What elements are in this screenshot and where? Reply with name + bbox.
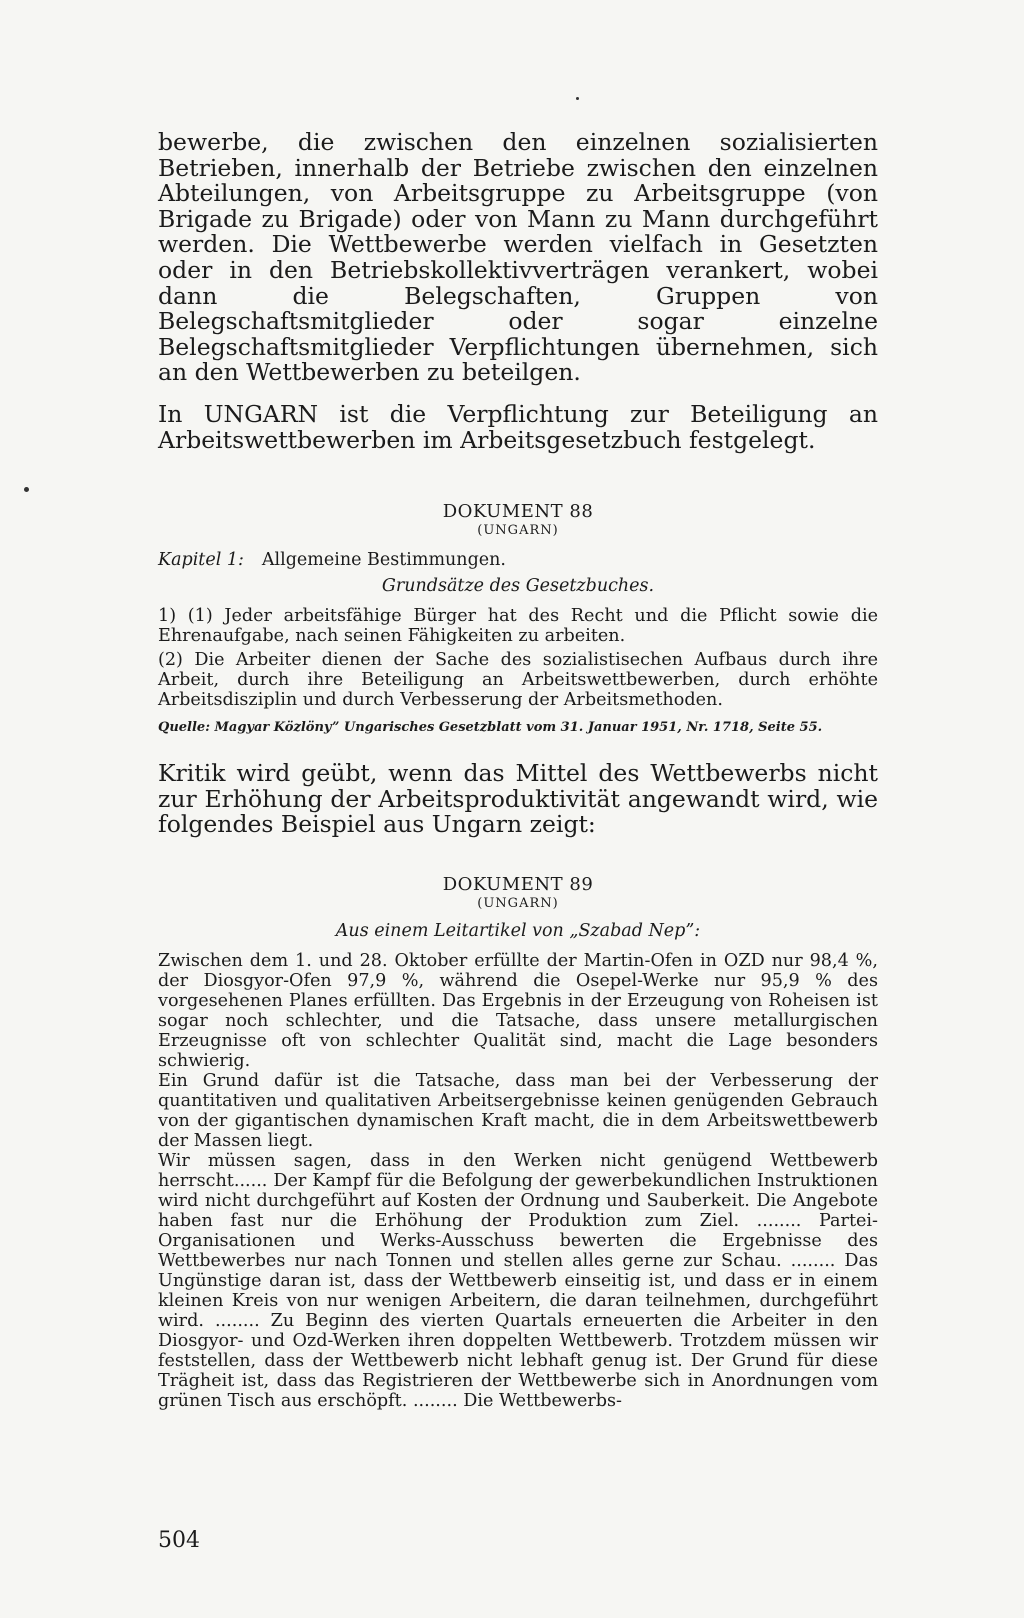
document-89-paragraph-1: Zwischen dem 1. und 28. Oktober erfüllte der Martin-Ofen in OZD nur 98,4 %, der Diosgyor-Ofen 97,9 %, während die Osepel-Werke nur 95,9 % des vorgesehenen Planes erfüllten. Das Ergebnis in der Erzeugung von Roheisen ist sogar noch schlechter, und die Tatsache, dass unsere metallurgischen Erzeugnisse oft von schlechter Qualität sind, macht die Lage besonders schwierig. (158, 950, 878, 1071)
document-88-paragraph-2: (2) Die Arbeiter dienen der Sache des sozialistisechen Aufbaus durch ihre Arbeit, durch ihre Beteiligung an Arbeitswettbewerben, durch erhöhte Arbeitsdisziplin und durch Verbesserung der Arbeitsmethoden. (158, 650, 878, 711)
page-number: 504 (158, 1528, 200, 1553)
document-88-country: (UNGARN) (477, 523, 559, 539)
chapter-label: Kapitel 1: (158, 550, 244, 571)
chapter-heading (158, 550, 878, 570)
document-88-paragraph-1: 1) (1) Jeder arbeitsfähige Bürger hat des Recht und die Pflicht sowie die Ehrenaufgabe, nach seinen Fähigkeiten zu arbeiten. (158, 606, 878, 647)
document-89-title: DOKUMENT 89 (442, 873, 594, 895)
scan-speck (24, 487, 29, 492)
chapter-title: Allgemeine Bestimmungen. (261, 550, 506, 571)
page-body (158, 130, 878, 1411)
ungarn-paragraph: In UNGARN ist die Verpflichtung zur Beteiligung an Arbeitswettbewerben im Arbeitsgesetzbuch festgelegt. (158, 399, 878, 454)
document-88-source: Quelle: Magyar Közlöny” Ungarisches Gesetzblatt vom 31. Januar 1951, Nr. 1718, Seite 55. (158, 720, 823, 736)
document-89-paragraph-2: Ein Grund dafür ist die Tatsache, dass man bei der Verbesserung der quantitativen und qualitativen Arbeitsergebnisse keinen genügenden Gebrauch von der gigantischen dynamischen Kraft macht, die in dem Arbeitswettbewerb der Massen liegt. (158, 1070, 878, 1151)
document-89-paragraph-3: Wir müssen sagen, dass in den Werken nicht genügend Wettbewerb herrscht...... Der Kampf für die Befolgung der gewerbekundlichen Instruktionen wird nicht durchgeführt auf Kosten der Ordnung und Sauberkeit. Die Angebote haben fast nur die Erhöhung der Produktion zum Ziel. ........ Partei-Organisationen und Werks-Ausschuss bewerten die Ergebnisse des Wettbewerbes nur nach Tonnen und stellen alles gerne zur Schau. ........ Das Ungünstige daran ist, dass der Wettbewerb einseitig ist, und dass er in einem kleinen Kreis von nur wenigen Arbeitern, die daran teilnehmen, durchgeführt wird. ........ Zu Beginn des vierten Quartals erneuerten die Arbeiter in den Diosgyor- und Ozd-Werken ihren doppelten Wettbewerb. Trotzdem müssen wir feststellen, dass der Wettbewerb nicht lebhaft genug ist. Der Grund für diese Trägheit ist, dass das Registrieren der Wettbewerbe sich in Anordnungen vom grünen Tisch aus erschöpft. ........ Die Wettbewerbs- (158, 1150, 878, 1411)
intro-paragraph: bewerbe, die zwischen den einzelnen sozialisierten Betrieben, innerhalb der Betriebe zwischen den einzelnen Abteilungen, von Arbeitsgruppe zu Arbeitsgruppe (von Brigade zu Brigade) oder von Mann zu Mann durchgeführt werden. Die Wettbewerbe werden vielfach in Gesetzten oder in den Betriebskollektivverträgen verankert, wobei dann die Belegschaften, Gruppen von Belegschaftsmitglieder oder sogar einzelne Belegschaftsmitglieder Verpflichtungen übernehmen, sich an den Wettbewerben zu beteilgen. (158, 128, 878, 387)
document-88-subheading: Grundsätze des Gesetzbuches. (381, 576, 655, 597)
document-89-subheading: Aus einem Leitartikel von „Szabad Nep”: (335, 920, 701, 941)
document-88-title: DOKUMENT 88 (442, 501, 594, 523)
document-89-country: (UNGARN) (477, 895, 559, 911)
kritik-paragraph: Kritik wird geübt, wenn das Mittel des Wettbewerbs nicht zur Erhöhung der Arbeitsproduktivität angewandt wird, wie folgendes Beispiel aus Ungarn zeigt: (158, 759, 878, 839)
scan-speck (576, 97, 579, 100)
